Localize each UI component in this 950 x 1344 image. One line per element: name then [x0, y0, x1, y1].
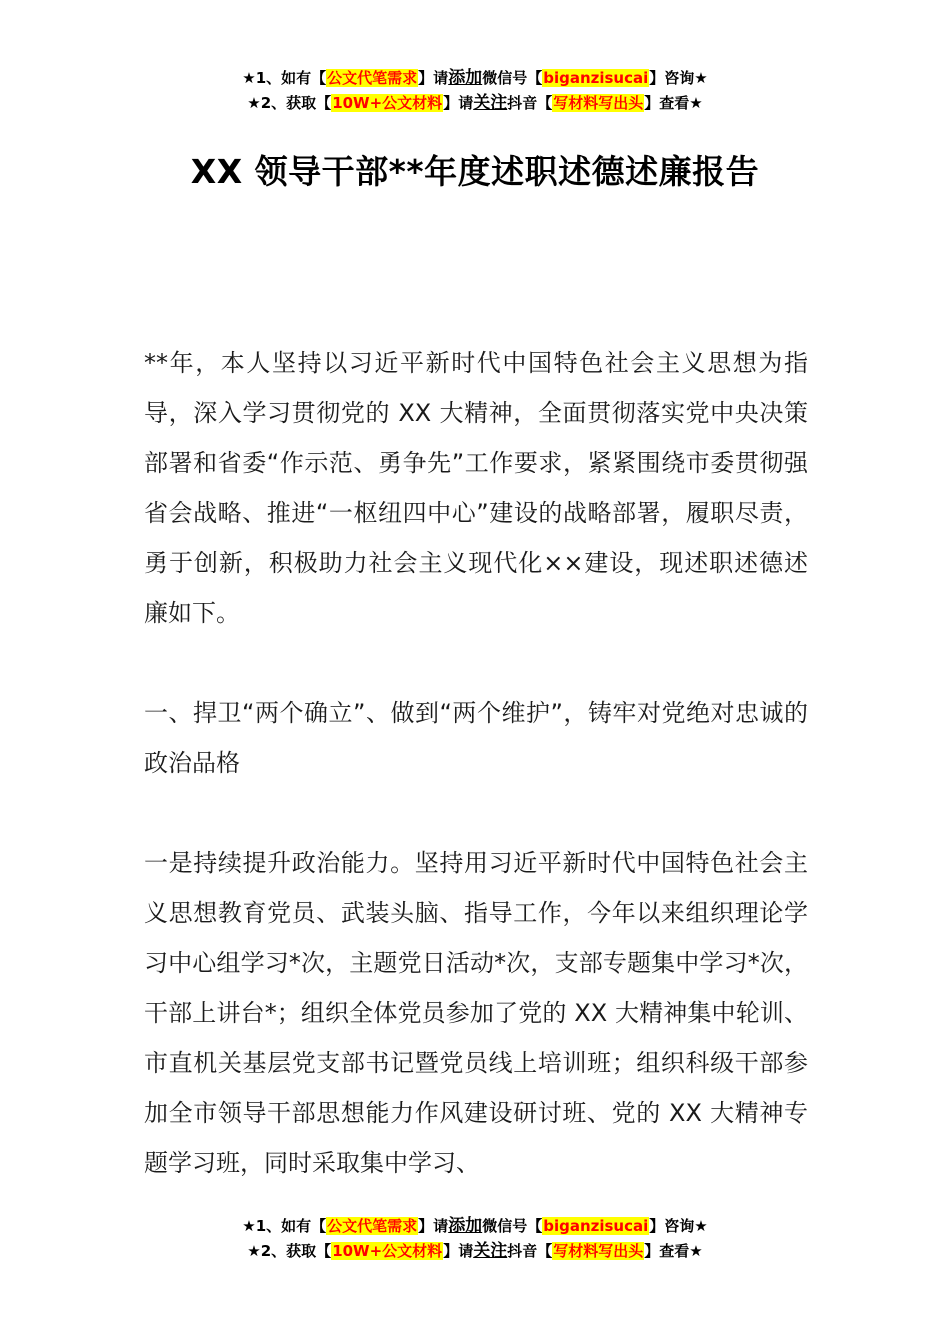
star-icon: ★: [689, 1242, 703, 1260]
star-icon: ★: [242, 1217, 256, 1235]
promo-line-2: [0, 91, 950, 116]
promo-line-1: [0, 66, 950, 91]
promo-text: 微信号【: [482, 1217, 543, 1235]
promo-text: 】请: [443, 1242, 474, 1260]
promo-emphasis: 关注: [473, 1241, 508, 1261]
promo-highlight: 公文代笔需求: [327, 1217, 418, 1235]
header-promo-banner: [0, 66, 950, 116]
star-icon: ★: [242, 69, 256, 87]
promo-text: 】请: [418, 69, 449, 87]
promo-text: 2、获取【: [260, 1242, 332, 1260]
footer-promo-banner: [0, 1214, 950, 1264]
promo-text: 1、如有【: [255, 1217, 327, 1235]
promo-highlight: 公文代笔需求: [327, 69, 418, 87]
promo-text: 】查看: [644, 94, 690, 112]
promo-text: 】咨询: [649, 1217, 695, 1235]
promo-text: 1、如有【: [255, 69, 327, 87]
wechat-id-highlight: biganzisucai: [543, 1217, 649, 1235]
document-body: [144, 338, 808, 1188]
promo-text: 】咨询: [649, 69, 695, 87]
promo-emphasis: 添加: [448, 68, 483, 88]
star-icon: ★: [694, 69, 708, 87]
douyin-id-highlight: 写材料写出头: [553, 1242, 644, 1260]
intro-paragraph: **年，本人坚持以习近平新时代中国特色社会主义思想为指导，深入学习贯彻党的 XX 大精神，全面贯彻落实党中央决策部署和省委“作示范、勇争先”工作要求，紧紧围绕市委贯彻强省会战略、推进“一枢纽四中心”建设的战略部署，履职尽责，勇于创新，积极助力社会主义现代化××建设，现述职述德述廉如下。: [144, 349, 808, 627]
promo-line-1: [0, 1214, 950, 1239]
promo-emphasis: 关注: [473, 93, 508, 113]
promo-text: 】请: [443, 94, 474, 112]
promo-text: 】请: [418, 1217, 449, 1235]
star-icon: ★: [689, 94, 703, 112]
wechat-id-highlight: biganzisucai: [543, 69, 649, 87]
star-icon: ★: [247, 1242, 261, 1260]
promo-emphasis: 添加: [448, 1216, 483, 1236]
promo-text: 抖音【: [507, 1242, 553, 1260]
promo-line-2: [0, 1239, 950, 1264]
promo-text: 抖音【: [507, 94, 553, 112]
section-heading-1: 一、捍卫“两个确立”、做到“两个维护”，铸牢对党绝对忠诚的政治品格: [144, 699, 808, 777]
promo-text: 】查看: [644, 1242, 690, 1260]
document-title: XX 领导干部**年度述职述德述廉报告: [190, 152, 760, 191]
star-icon: ★: [694, 1217, 708, 1235]
douyin-id-highlight: 写材料写出头: [553, 94, 644, 112]
promo-highlight: 10W+公文材料: [332, 1242, 443, 1260]
promo-text: 2、获取【: [260, 94, 332, 112]
promo-highlight: 10W+公文材料: [332, 94, 443, 112]
promo-text: 微信号【: [482, 69, 543, 87]
star-icon: ★: [247, 94, 261, 112]
body-paragraph: 一是持续提升政治能力。坚持用习近平新时代中国特色社会主义思想教育党员、武装头脑、指导工作，今年以来组织理论学习中心组学习*次，主题党日活动*次，支部专题集中学习*次，干部上讲台*；组织全体党员参加了党的 XX 大精神集中轮训、市直机关基层党支部书记暨党员线上培训班；组织科级干部参加全市领导干部思想能力作风建设研讨班、党的 XX 大精神专题学习班，同时采取集中学习、: [144, 849, 808, 1177]
